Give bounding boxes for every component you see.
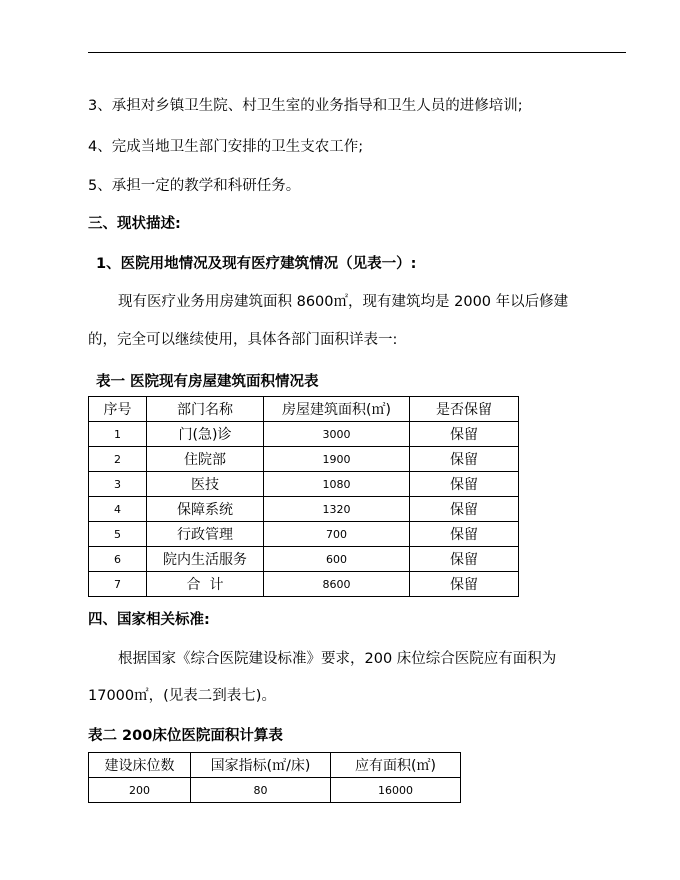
table2-header: 建设床位数: [89, 753, 191, 778]
table-row: [89, 778, 461, 803]
table-cell: 保留: [410, 422, 519, 447]
table-cell: 保留: [410, 497, 519, 522]
table-row: [89, 522, 519, 547]
table-cell: 16000: [331, 778, 461, 803]
table-cell: 3000: [264, 422, 410, 447]
table-cell: 行政管理: [147, 522, 264, 547]
table2-header: 国家指标(㎡/床): [191, 753, 331, 778]
header-rule: [88, 52, 626, 53]
table-row-total: [89, 572, 519, 597]
subsection-heading-1: 1、医院用地情况及现有医疗建筑情况（见表一）:: [96, 256, 417, 272]
table2-header: 应有面积(㎡): [331, 753, 461, 778]
table1-header: 是否保留: [410, 397, 519, 422]
table-row: [89, 497, 519, 522]
paragraph-item-5: 5、承担一定的教学和科研任务。: [88, 178, 301, 194]
table-cell: 保留: [410, 572, 519, 597]
paragraph-item-4: 4、完成当地卫生部门安排的卫生支农工作;: [88, 139, 364, 155]
table-row: [89, 547, 519, 572]
table-cell: 7: [89, 572, 147, 597]
table1-title: 表一 医院现有房屋建筑面积情况表: [96, 374, 319, 390]
section-heading-3: 三、现状描述:: [88, 216, 181, 232]
table1-header: 部门名称: [147, 397, 264, 422]
table-cell: 1: [89, 422, 147, 447]
table-cell: 80: [191, 778, 331, 803]
table-cell: 8600: [264, 572, 410, 597]
table1: [88, 396, 519, 597]
paragraph-2-line-1: 根据国家《综合医院建设标准》要求，200 床位综合医院应有面积为: [118, 651, 557, 667]
table-cell: 5: [89, 522, 147, 547]
table-cell: 700: [264, 522, 410, 547]
table-cell: 住院部: [147, 447, 264, 472]
table-cell: 1320: [264, 497, 410, 522]
section-heading-4: 四、国家相关标准:: [88, 612, 210, 628]
table2: [88, 752, 461, 803]
table1-header: 房屋建筑面积(㎡): [264, 397, 410, 422]
paragraph-2-line-2: 17000㎡，(见表二到表七)。: [88, 688, 276, 704]
table-cell: 1900: [264, 447, 410, 472]
table-cell: 2: [89, 447, 147, 472]
paragraph-1-line-2: 的，完全可以继续使用，具体各部门面积详表一:: [88, 332, 398, 348]
table-cell: 保障系统: [147, 497, 264, 522]
paragraph-item-3: 3、承担对乡镇卫生院、村卫生室的业务指导和卫生人员的进修培训;: [88, 98, 523, 114]
table-row: [89, 472, 519, 497]
table2-title: 表二 200床位医院面积计算表: [88, 728, 283, 744]
table-cell: 保留: [410, 447, 519, 472]
table2-header-row: [89, 753, 461, 778]
table-cell: 医技: [147, 472, 264, 497]
table1-header-row: [89, 397, 519, 422]
table-cell: 保留: [410, 522, 519, 547]
table-cell: 合 计: [147, 572, 264, 597]
table-cell: 4: [89, 497, 147, 522]
table-cell: 3: [89, 472, 147, 497]
table-row: [89, 422, 519, 447]
table-cell: 保留: [410, 472, 519, 497]
table-cell: 门(急)诊: [147, 422, 264, 447]
table-cell: 600: [264, 547, 410, 572]
table-cell: 6: [89, 547, 147, 572]
table-cell: 院内生活服务: [147, 547, 264, 572]
table-cell: 保留: [410, 547, 519, 572]
paragraph-1-line-1: 现有医疗业务用房建筑面积 8600㎡，现有建筑均是 2000 年以后修建: [118, 294, 569, 310]
table1-header: 序号: [89, 397, 147, 422]
table-row: [89, 447, 519, 472]
table-cell: 200: [89, 778, 191, 803]
table-cell: 1080: [264, 472, 410, 497]
